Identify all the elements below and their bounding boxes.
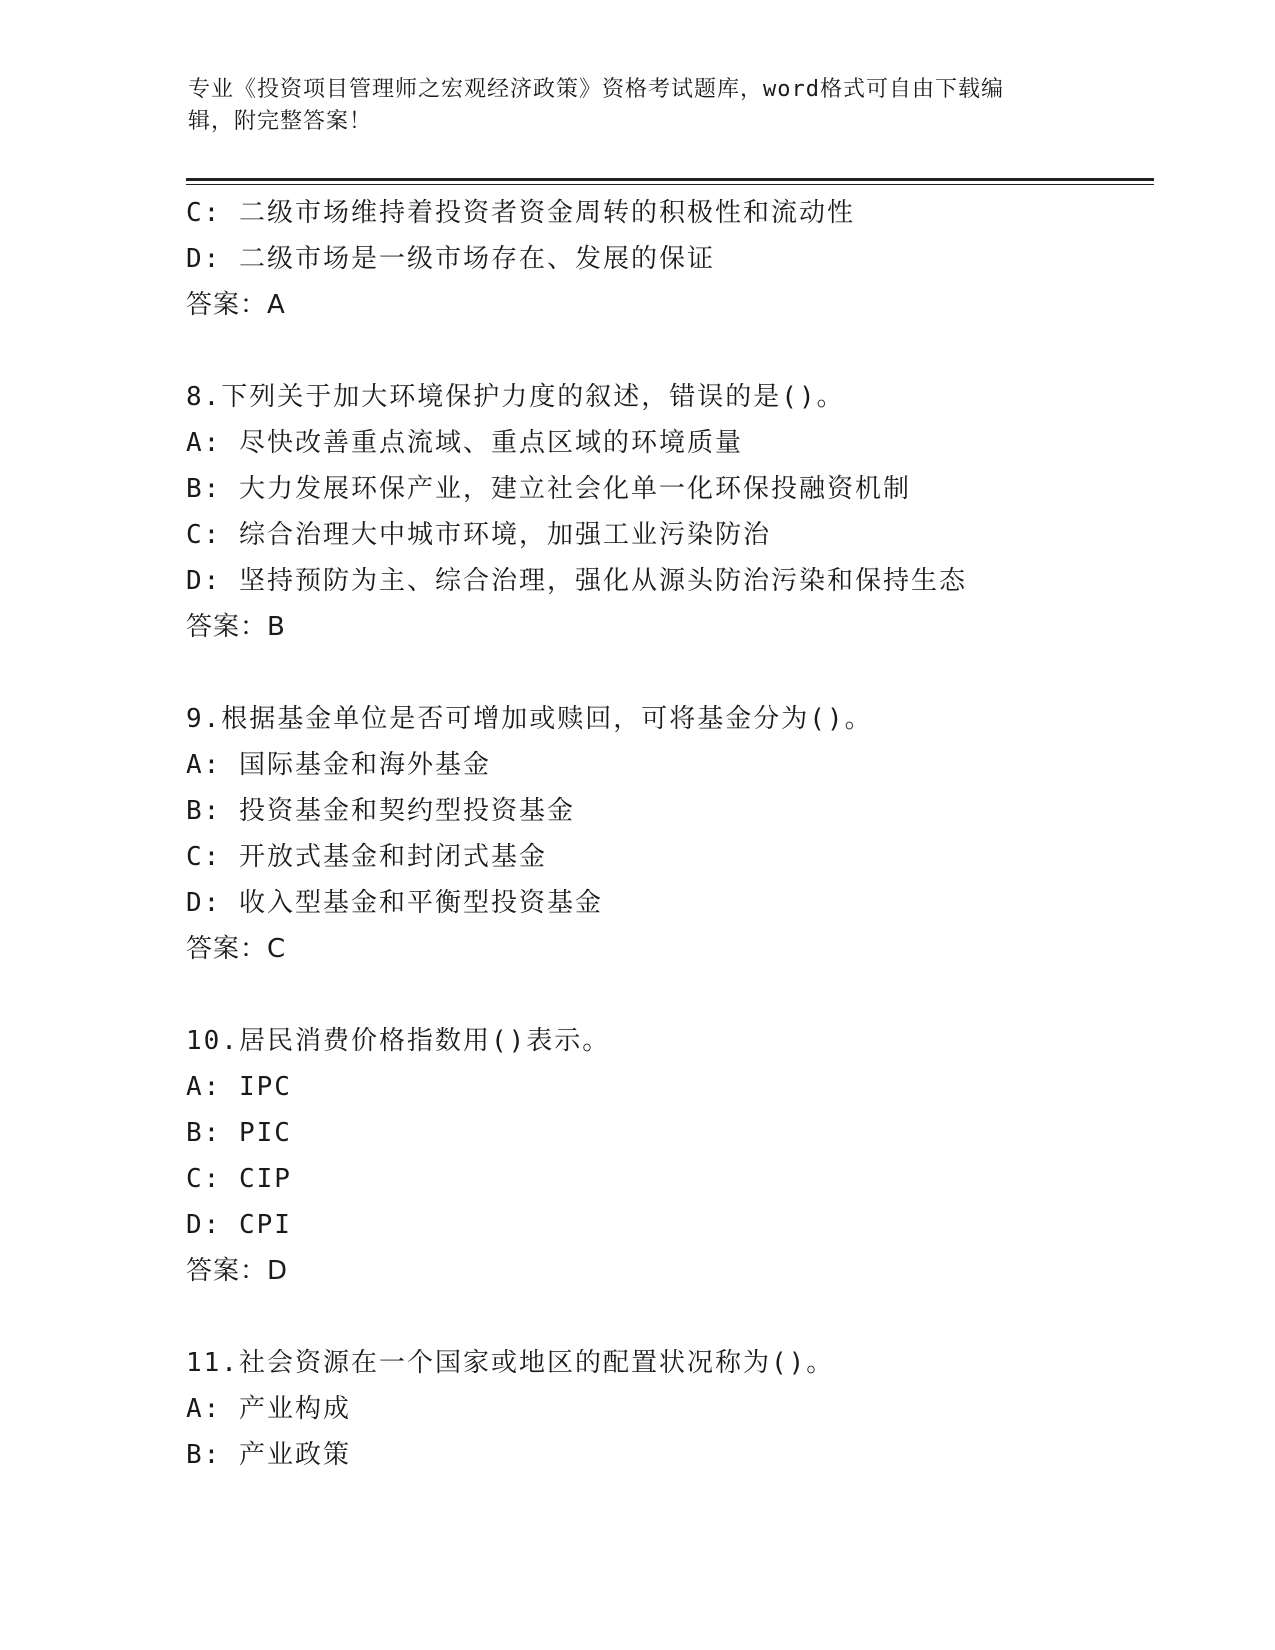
option-d: D: 二级市场是一级市场存在、发展的保证	[186, 244, 715, 274]
question-10	[186, 1018, 1186, 1294]
spacer	[186, 1294, 1186, 1340]
document-header	[188, 74, 1068, 138]
header-line-2: 辑，附完整答案！	[188, 109, 373, 134]
question-stem: 8.下列关于加大环境保护力度的叙述，错误的是()。	[186, 382, 845, 412]
option-c: C: 二级市场维持着投资者资金周转的积极性和流动性	[186, 198, 855, 228]
option-a: A: 产业构成	[186, 1394, 351, 1424]
option-c: C: CIP	[186, 1164, 292, 1194]
option-d: D: CPI	[186, 1210, 292, 1240]
option-b: B: 产业政策	[186, 1440, 351, 1470]
spacer	[186, 972, 1186, 1018]
option-a: A: IPC	[186, 1072, 292, 1102]
question-continued	[186, 190, 1186, 328]
option-a: A: 尽快改善重点流域、重点区域的环境质量	[186, 428, 743, 458]
option-b: B: 投资基金和契约型投资基金	[186, 796, 575, 826]
answer-line: 答案：A	[186, 290, 286, 320]
answer-line: 答案：C	[186, 934, 287, 964]
question-9	[186, 696, 1186, 972]
question-list	[186, 190, 1186, 1478]
question-11	[186, 1340, 1186, 1478]
option-d: D: 坚持预防为主、综合治理，强化从源头防治污染和保持生态	[186, 566, 967, 596]
question-stem: 11.社会资源在一个国家或地区的配置状况称为()。	[186, 1348, 835, 1378]
option-a: A: 国际基金和海外基金	[186, 750, 491, 780]
spacer	[186, 650, 1186, 696]
header-divider-thick	[186, 178, 1154, 181]
question-stem: 10.居民消费价格指数用()表示。	[186, 1026, 611, 1056]
answer-line: 答案：B	[186, 612, 286, 642]
header-line-1: 专业《投资项目管理师之宏观经济政策》资格考试题库，word格式可自由下载编	[188, 77, 1004, 102]
spacer	[186, 328, 1186, 374]
option-c: C: 开放式基金和封闭式基金	[186, 842, 547, 872]
option-b: B: 大力发展环保产业，建立社会化单一化环保投融资机制	[186, 474, 911, 504]
header-divider-thin	[186, 184, 1154, 185]
question-stem: 9.根据基金单位是否可增加或赎回，可将基金分为()。	[186, 704, 873, 734]
option-b: B: PIC	[186, 1118, 292, 1148]
answer-line: 答案：D	[186, 1256, 289, 1286]
question-8	[186, 374, 1186, 650]
option-c: C: 综合治理大中城市环境，加强工业污染防治	[186, 520, 771, 550]
option-d: D: 收入型基金和平衡型投资基金	[186, 888, 603, 918]
